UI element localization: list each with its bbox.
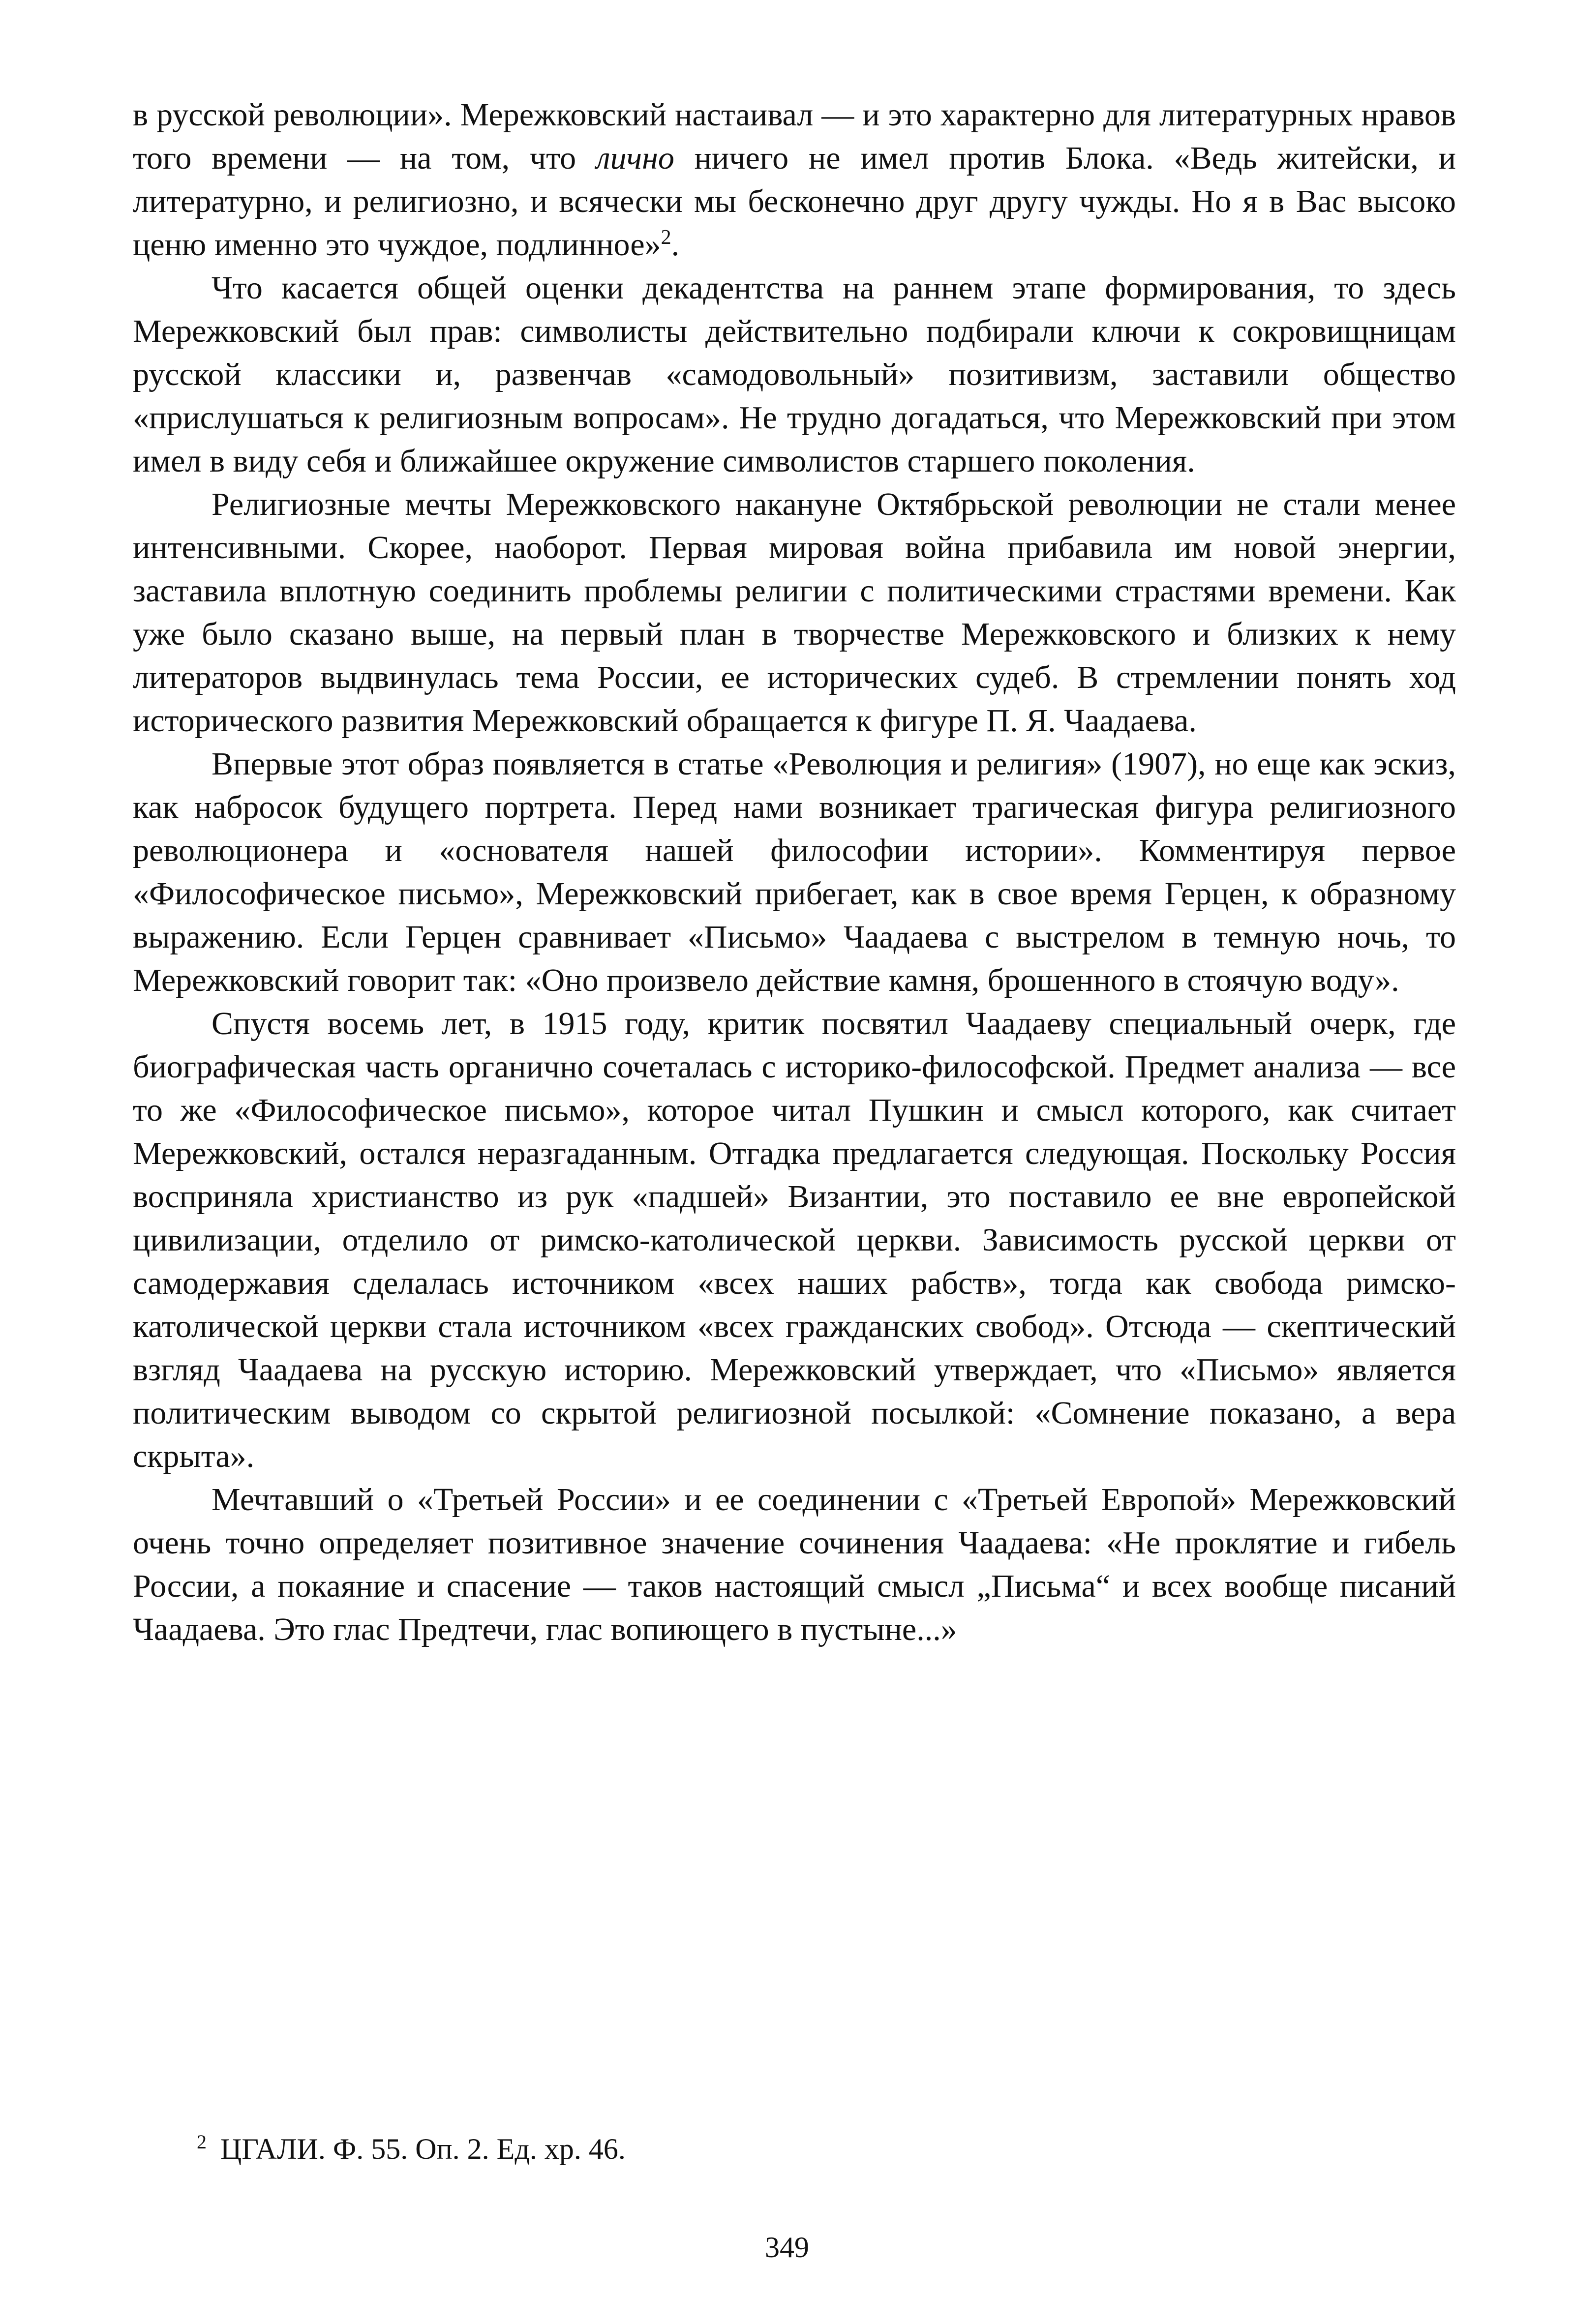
paragraph bbox=[133, 483, 1456, 743]
paragraph-text: . bbox=[671, 227, 680, 263]
body-text bbox=[133, 93, 1456, 1651]
page-number: 349 bbox=[765, 2231, 809, 2264]
paragraph bbox=[133, 1002, 1456, 1478]
paragraph-text: Религиозные мечты Мережковского накануне Октябрьской революции не стали менее интенсивными. Скорее, наоборот. Первая мировая война прибавила им новой энергии, заставила вплотную соединить проблемы религии с политическими страстями времени. Как уже было сказано выше, на первый план в творчестве Мережковского и близких к нему литераторов выдвинулась тема России, ее исторических судеб. В стремлении понять ход исторического развития Мережковский обращается к фигуре П. Я. Чаадаева. bbox=[133, 486, 1456, 739]
paragraph bbox=[133, 267, 1456, 483]
footnote-mark: 2 bbox=[197, 2131, 207, 2153]
footnote-reference[interactable]: 2 bbox=[661, 226, 671, 249]
paragraph-text: Спустя восемь лет, в 1915 году, критик посвятил Чаадаеву специальный очерк, где биографическая часть органично сочеталась с историко-философской. Предмет анализа — все то же «Философическое письмо», которое читал Пушкин и смысл которого, как считает Мережковский, остался неразгаданным. Отгадка предлагается следующая. Поскольку Россия восприняла христианство из рук «падшей» Византии, это поставило ее вне европейской цивилизации, отделило от римско-католической церкви. Зависимость русской церкви от самодержавия сделалась источником «всех наших рабств», тогда как свобода римско-католической церкви стала источником «всех гражданских свобод». Отсюда — скептический взгляд Чаадаева на русскую историю. Мережковский утверждает, что «Письмо» является политическим выводом со скрытой религиозной посылкой: «Сомнение показано, а вера скрыта». bbox=[133, 1006, 1456, 1474]
paragraph-text: ничего не имел против Блока. «Ведь житейски, и литературно, и религиозно, и всячески мы бесконечно друг другу чужды. Но я в Вас высоко ценю именно это чуждое, подлинное» bbox=[133, 140, 1456, 263]
paragraph-text: Что касается общей оценки декадентства на раннем этапе формирования, то здесь Мережковский был прав: символисты действительно подбирали ключи к сокровищницам русской классики и, развенчав «самодовольный» позитивизм, заставили общество «прислушаться к религиозным вопросам». Не трудно догадаться, что Мережковский при этом имел в виду себя и ближайшее окружение символистов старшего поколения. bbox=[133, 270, 1456, 479]
paragraph bbox=[133, 1478, 1456, 1651]
footnote-text: ЦГАЛИ. Ф. 55. Оп. 2. Ед. хр. 46. bbox=[220, 2133, 626, 2165]
footnote bbox=[197, 2129, 626, 2169]
paragraph-text: Впервые этот образ появляется в статье «Революция и религия» (1907), но еще как эскиз, как набросок будущего портрета. Перед нами возникает трагическая фигура религиозного революционера и «основателя нашей философии истории». Комментируя первое «Философическое письмо», Мережковский прибегает, как в свое время Герцен, к образному выражению. Если Герцен сравнивает «Письмо» Чаадаева с выстрелом в темную ночь, то Мережковский говорит так: «Оно произвело действие камня, брошенного в стоячую воду». bbox=[133, 746, 1456, 998]
italic-word: лично bbox=[596, 140, 674, 176]
paragraph-text: Мечтавший о «Третьей России» и ее соединении с «Третьей Европой» Мережковский очень точно определяет позитивное значение сочинения Чаадаева: «Не проклятие и гибель России, а покаяние и спасение — таков настоящий смысл „Письма“ и всех вообще писаний Чаадаева. Это глас Предтечи, глас вопиющего в пустыне...» bbox=[133, 1482, 1456, 1647]
paragraph-text: в русской революции». Мережковский настаивал — и это характерно для литературных нравов того времени — на том, что bbox=[133, 97, 1456, 176]
paragraph bbox=[133, 93, 1456, 267]
paragraph bbox=[133, 743, 1456, 1002]
